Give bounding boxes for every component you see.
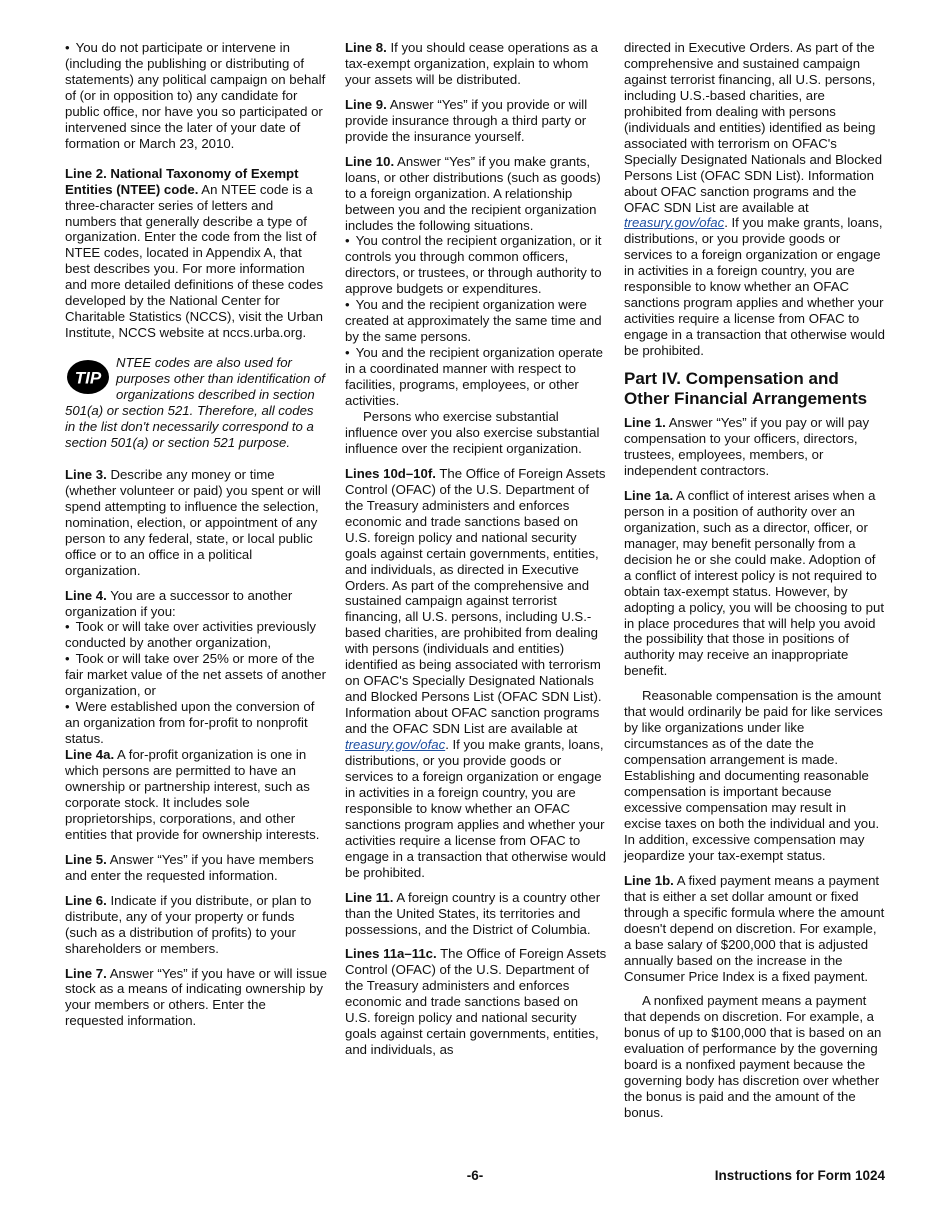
- line-4a-text: A for-profit organization is one in which persons are permitted to have an ownership or partnership interest, such as corporate stock. It includes sole proprietorships, corporations, and other entities that provide for ownership interests.: [65, 747, 320, 842]
- line-10-bullet-1: • You control the recipient organization, or it controls you through common officers, directors, or trustees, or through authority to approve budgets or expenditures.: [345, 233, 607, 297]
- part-4-heading: Part IV. Compensation and Other Financial Arrangements: [624, 369, 868, 409]
- reasonable-compensation-paragraph: Reasonable compensation is the amount that would ordinarily be paid for like services by like organizations under like circumstances as of the date the compensation arrangement is made. Establishing and documenting reasonable compensation is important because excessive compensation may result in excise taxes on both the individual and you. In addition, excessive compensation may jeopardize your tax-exempt status.: [624, 688, 883, 863]
- column-3: [624, 40, 886, 1130]
- part-4-line-1a-paragraph: [624, 488, 886, 679]
- part-4-line-1b-lead: Line 1b.: [624, 872, 674, 888]
- treasury-ofac-link[interactable]: treasury.gov/ofac: [345, 737, 446, 753]
- line-5-text: Answer “Yes” if you have members and enter the requested information.: [65, 851, 314, 883]
- part-4-line-1-text: Answer “Yes” if you pay or will pay compensation to your officers, directors, trustees, employees, members, or independent contractors.: [624, 415, 870, 478]
- column-2: [345, 40, 607, 1067]
- tip-icon: [65, 358, 110, 395]
- line-10-paragraph: [345, 154, 607, 234]
- tip-box: [65, 355, 327, 451]
- line-6-text: Indicate if you distribute, or plan to distribute, any of your property or funds (such as a distribution of profits) to your shareholders or members.: [65, 892, 312, 956]
- line-4a-paragraph: [65, 747, 327, 843]
- line-10-bullet-3: • You and the recipient organization operate in a coordinated manner with respect to facilities, programs, employees, or other activities.: [345, 345, 607, 409]
- line-11-paragraph: [345, 890, 607, 938]
- lines-11a-11c-text: The Office of Foreign Assets Control (OFAC) of the U.S. Department of the Treasury administers and enforces economic and trade sanctions based on U.S. foreign policy and national security goals against certain governments, entities, and individuals, as: [345, 946, 607, 1058]
- nonfixed-payment-paragraph: A nonfixed payment means a payment that depends on discretion. For example, a bonus of up to $100,000 that is based on an evaluation of performance by the governing board is a nonfixed payment because the governing body has discretion over whether the bonus is paid and the amount of the bonus.: [624, 993, 882, 1121]
- column-1: [65, 40, 327, 1038]
- line-6-lead: Line 6.: [65, 892, 107, 908]
- lines-11a-11c-lead: Lines 11a–11c.: [345, 946, 437, 962]
- part-4-line-1a-lead: Line 1a.: [624, 487, 674, 503]
- ofac-text-start: The Office of Foreign Assets Control (OFAC) of the U.S. Department of the Treasury administers and enforces economic and trade sanctions based on U.S. foreign policy and national security goals against certain governments, entities, and individuals, as directed in Executive Orders. As part of the comprehensive and sustained campaign against terrorist financing, all U.S. persons, including U.S.-based charities, are prohibited from dealing with persons (individuals and entities) identified as being associated with terrorism on OFAC's Specially Designated Nationals and Blocked Persons List (OFAC SDN List). Information about OFAC sanction programs and the OFAC SDN List are available at: [345, 465, 606, 737]
- line-9-paragraph: [345, 97, 607, 145]
- lines-11a-11c-paragraph: [345, 946, 607, 1058]
- line-4a-lead: Line 4a.: [65, 747, 115, 763]
- line-10-persons-paragraph: Persons who exercise substantial influence over you also exercise substantial influence over the recipient organization.: [345, 408, 600, 456]
- bullet-political-campaign: • You do not participate or intervene in (including the publishing or distributing of statements) any political campaign on behalf of (or in opposition to) any candidate for public office, nor have you so participated or intervened since the later of your date of formation or March 23, 2010.: [65, 40, 327, 152]
- line-2-text: An NTEE code is a three-character series of letters and numbers that generally describe a type of organization. Enter the code from the list of NTEE codes, located in Appendix A, that best describes you. For more information and more detailed definitions of these codes developed by the National Center for Charitable Statistics (NCCS), visit the Urban Institute, NCCS website at nccs.urba.org.: [65, 181, 324, 341]
- line-11-lead: Line 11.: [345, 889, 394, 905]
- line-4-bullet-1: • Took or will take over activities previously conducted by another organization,: [65, 619, 327, 651]
- line-8-lead: Line 8.: [345, 40, 387, 55]
- form-title-footer: Instructions for Form 1024: [714, 1168, 885, 1183]
- ofac-continued-paragraph: [624, 40, 886, 359]
- tip-icon-label: TIP: [74, 368, 101, 388]
- line-4-paragraph: [65, 588, 327, 620]
- line-4-lead: Line 4.: [65, 587, 107, 603]
- part-4-line-1-lead: Line 1.: [624, 415, 666, 431]
- line-7-lead: Line 7.: [65, 965, 107, 981]
- line-2-paragraph: [65, 166, 327, 341]
- line-7-text: Answer “Yes” if you have or will issue stock as a means of indicating ownership by your members or others. Enter the requested information.: [65, 965, 327, 1029]
- line-10-bullet-2: • You and the recipient organization were created at approximately the same time and by the same persons.: [345, 297, 607, 345]
- ofac-continued-text-start: directed in Executive Orders. As part of the comprehensive and sustained campaign against terrorist financing, all U.S. persons, including U.S.-based charities, are prohibited from dealing with persons (individuals and entities) identified as being associated with terrorism on OFAC's Specially Designated Nationals and Blocked Persons List (OFAC SDN List). Information about OFAC sanction programs and the OFAC SDN List are available at: [624, 40, 883, 215]
- line-3-text: Describe any money or time (whether volunteer or paid) you spent or will spend attempting to influence the selection, nomination, election, or appointment of any person to any federal, state, or local public office or to an office in a political organization.: [65, 466, 321, 578]
- line-2-lead: Line 2. National Taxonomy of Exempt Entities (NTEE) code.: [65, 165, 299, 197]
- line-6-paragraph: [65, 893, 327, 957]
- part-4-line-1a-text: A conflict of interest arises when a person in a position of authority over an organization, such as a director, officer, or manager, may benefit personally from a decision he or she could make. Adoption of a conflict of interest policy is not required to obtain tax-exempt status. However, by adopting a policy, you will be choosing to put in place procedures that will help you avoid the possibility that those in positions of authority may receive an inappropriate benefit.: [624, 487, 885, 679]
- part-4-line-1b-text: A fixed payment means a payment that is either a set dollar amount or fixed through a specific formula where the amount doesn't depend on discretion. For example, a base salary of $200,000 that is adjusted annually based on the increase in the Consumer Price Index is a fixed payment.: [624, 872, 885, 984]
- tip-text: NTEE codes are also used for purposes other than identification of organizations described in section 501(a) or section 521. Therefore, all codes in the list don't necessarily correspond to a section 501(a) or section 521 purpose.: [65, 355, 325, 450]
- treasury-ofac-link-2[interactable]: treasury.gov/ofac: [624, 215, 725, 231]
- line-9-text: Answer “Yes” if you provide or will provide insurance through a third party or provide the insurance yourself.: [345, 96, 588, 144]
- line-10-text: Answer “Yes” if you make grants, loans, or other distributions (such as goods) to a foreign organization. A relationship between you and the recipient organization includes the following situations.: [345, 153, 601, 233]
- line-4-text: You are a successor to another organization if you:: [65, 587, 293, 619]
- lines-10d-10f-paragraph: [345, 466, 607, 881]
- line-4-bullet-2: • Took or will take over 25% or more of the fair market value of the net assets of another organization, or: [65, 651, 327, 699]
- ofac-text-end: . If you make grants, loans, distributions, or you provide goods or services to a foreign organization or engage in activities in a foreign country, you are responsible to know whether an OFAC sanctions program applies and whether your activities require a license from OFAC to engage in a transaction that otherwise would be prohibited.: [345, 737, 606, 880]
- ofac-continued-text-end: . If you make grants, loans, distributions, or you provide goods or services to a foreign organization or engage in activities in a foreign country, you are responsible to know whether an OFAC sanctions program applies and whether your activities require a license from OFAC to engage in a transaction that otherwise would be prohibited.: [624, 215, 885, 359]
- line-11-text: A foreign country is a country other than the United States, its territories and possessions, and the District of Columbia.: [345, 889, 601, 937]
- page-number: -6-: [466, 1168, 484, 1183]
- line-5-paragraph: [65, 852, 327, 884]
- line-9-lead: Line 9.: [345, 96, 387, 112]
- part-4-line-1b-paragraph: [624, 873, 886, 985]
- line-3-lead: Line 3.: [65, 466, 107, 482]
- lines-10d-10f-lead: Lines 10d–10f.: [345, 465, 436, 481]
- line-5-lead: Line 5.: [65, 851, 107, 867]
- part-4-line-1-paragraph: [624, 415, 886, 479]
- line-4-bullet-3: • Were established upon the conversion of an organization from for-profit to nonprofit status.: [65, 699, 327, 747]
- line-8-paragraph: [345, 40, 607, 88]
- line-3-paragraph: [65, 467, 327, 579]
- line-8-text: If you should cease operations as a tax-exempt organization, explain to whom your assets will be distributed.: [345, 40, 598, 87]
- line-10-lead: Line 10.: [345, 153, 395, 169]
- line-7-paragraph: [65, 966, 327, 1030]
